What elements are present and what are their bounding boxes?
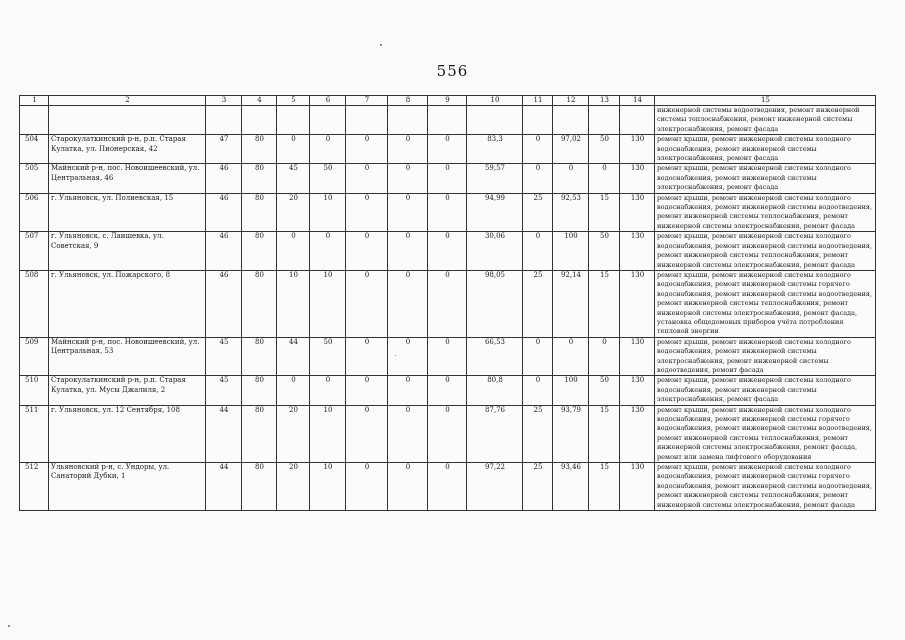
value-cell-c6: 50 — [310, 164, 346, 193]
value-cell-c8: 0 — [388, 376, 428, 405]
works-cell: инженерной системы водоотведения, ремонт инженерной системы теплоснабжения, ремонт инженерной системы электроснабжения, ремонт фасада — [655, 106, 876, 135]
value-cell-c4: 80 — [242, 232, 277, 271]
value-cell-c8: 0 — [388, 405, 428, 462]
value-cell-c4: 80 — [242, 376, 277, 405]
value-cell-c10: 66,53 — [467, 337, 523, 376]
value-cell-c5: 0 — [277, 135, 310, 164]
table-row — [20, 405, 876, 462]
value-cell-c6: 10 — [310, 193, 346, 232]
works-cell: ремонт крыши, ремонт инженерной системы холодного водоснабжения, ремонт инженерной системы водоотведения, ремонт инженерной системы теплоснабжения, ремонт инженерной системы электроснабжения, ремонт фасада — [655, 232, 876, 271]
value-cell-c8: 0 — [388, 232, 428, 271]
table-row — [20, 193, 876, 232]
value-cell-c12: 93,79 — [553, 405, 589, 462]
value-cell-c13 — [589, 106, 620, 135]
table-row — [20, 135, 876, 164]
value-cell-c7 — [346, 106, 388, 135]
scan-speck — [395, 355, 396, 356]
value-cell-c11: 25 — [523, 193, 553, 232]
value-cell-c6: 0 — [310, 135, 346, 164]
value-cell-c6: 10 — [310, 405, 346, 462]
value-cell-c9: 0 — [428, 135, 467, 164]
value-cell-c13: 15 — [589, 270, 620, 337]
value-cell-c13: 50 — [589, 376, 620, 405]
value-cell-c9: 0 — [428, 164, 467, 193]
value-cell-c5: 20 — [277, 463, 310, 511]
table-row — [20, 106, 876, 135]
value-cell-c11: 0 — [523, 232, 553, 271]
value-cell-c4: 80 — [242, 164, 277, 193]
value-cell-c5: 10 — [277, 270, 310, 337]
value-cell-c10 — [467, 106, 523, 135]
works-cell: ремонт крыши, ремонт инженерной системы холодного водоснабжения, ремонт инженерной системы горячего водоснабжения, ремонт инженерной системы водоотведения, ремонт инженерной системы теплоснабжения, ремонт инженерной системы электроснабжения, ремонт фасада — [655, 463, 876, 511]
value-cell-c6: 50 — [310, 337, 346, 376]
value-cell-c3: 46 — [206, 232, 242, 271]
value-cell-c10: 97,22 — [467, 463, 523, 511]
value-cell-c12: 93,46 — [553, 463, 589, 511]
value-cell-c4: 80 — [242, 405, 277, 462]
value-cell-c14: 130 — [620, 135, 655, 164]
column-number: 11 — [523, 96, 553, 106]
value-cell-c11 — [523, 106, 553, 135]
value-cell-c4: 80 — [242, 270, 277, 337]
value-cell-c9: 0 — [428, 270, 467, 337]
value-cell-c6 — [310, 106, 346, 135]
row-id-cell: 511 — [20, 405, 49, 462]
value-cell-c12: 0 — [553, 337, 589, 376]
value-cell-c12: 92,53 — [553, 193, 589, 232]
address-cell: Майнский р-н, пос. Новоишеевский, ул. Центральная, 46 — [49, 164, 206, 193]
value-cell-c14: 130 — [620, 376, 655, 405]
column-number: 5 — [277, 96, 310, 106]
table-row — [20, 337, 876, 376]
works-cell: ремонт крыши, ремонт инженерной системы холодного водоснабжения, ремонт инженерной системы электроснабжения, ремонт фасада — [655, 135, 876, 164]
address-cell: г. Ульяновск, ул. Пожарского, 8 — [49, 270, 206, 337]
column-number: 3 — [206, 96, 242, 106]
value-cell-c7: 0 — [346, 405, 388, 462]
value-cell-c14: 130 — [620, 164, 655, 193]
value-cell-c8: 0 — [388, 135, 428, 164]
value-cell-c12: 0 — [553, 164, 589, 193]
value-cell-c9 — [428, 106, 467, 135]
address-cell: Старокулаткинский р-н, р.п. Старая Кулатка, ул. Мусы Джалиля, 2 — [49, 376, 206, 405]
value-cell-c4: 80 — [242, 463, 277, 511]
value-cell-c12: 92,14 — [553, 270, 589, 337]
table-row — [20, 376, 876, 405]
value-cell-c9: 0 — [428, 376, 467, 405]
value-cell-c13: 15 — [589, 405, 620, 462]
column-number-row — [20, 96, 876, 106]
page-number: 556 — [436, 62, 469, 80]
value-cell-c12: 100 — [553, 376, 589, 405]
value-cell-c7: 0 — [346, 135, 388, 164]
value-cell-c9: 0 — [428, 463, 467, 511]
value-cell-c6: 0 — [310, 232, 346, 271]
value-cell-c5: 44 — [277, 337, 310, 376]
address-cell — [49, 106, 206, 135]
works-cell: ремонт крыши, ремонт инженерной системы холодного водоснабжения, ремонт инженерной системы горячего водоснабжения, ремонт инженерной системы водоотведения, ремонт инженерной системы теплоснабжения, ремонт инженерной системы электроснабжения, ремонт фасада, ремонт или замена лифтового оборудования — [655, 405, 876, 462]
value-cell-c12: 97,02 — [553, 135, 589, 164]
value-cell-c3: 45 — [206, 337, 242, 376]
value-cell-c13: 0 — [589, 164, 620, 193]
row-id-cell: 504 — [20, 135, 49, 164]
value-cell-c14: 130 — [620, 232, 655, 271]
column-number: 6 — [310, 96, 346, 106]
value-cell-c14 — [620, 106, 655, 135]
row-id-cell: 509 — [20, 337, 49, 376]
value-cell-c4: 80 — [242, 135, 277, 164]
value-cell-c3: 44 — [206, 405, 242, 462]
value-cell-c14: 130 — [620, 405, 655, 462]
value-cell-c8: 0 — [388, 164, 428, 193]
works-cell: ремонт крыши, ремонт инженерной системы холодного водоснабжения, ремонт инженерной системы водоотведения, ремонт инженерной системы теплоснабжения, ремонт инженерной системы электроснабжения, ремонт фасада — [655, 193, 876, 232]
address-cell: г. Ульяновск, ул. 12 Сентября, 108 — [49, 405, 206, 462]
value-cell-c6: 10 — [310, 270, 346, 337]
table-row — [20, 164, 876, 193]
address-cell: г. Ульяновск, ул. Полиевская, 15 — [49, 193, 206, 232]
row-id-cell: 507 — [20, 232, 49, 271]
value-cell-c8: 0 — [388, 337, 428, 376]
repair-table-container — [19, 95, 876, 511]
row-id-cell — [20, 106, 49, 135]
value-cell-c7: 0 — [346, 232, 388, 271]
value-cell-c12: 100 — [553, 232, 589, 271]
value-cell-c11: 25 — [523, 405, 553, 462]
value-cell-c3: 47 — [206, 135, 242, 164]
repair-table — [19, 95, 876, 511]
row-id-cell: 512 — [20, 463, 49, 511]
value-cell-c13: 50 — [589, 232, 620, 271]
value-cell-c14: 130 — [620, 337, 655, 376]
value-cell-c3: 46 — [206, 164, 242, 193]
address-cell: Майнский р-н, пос. Новоишеевский, ул. Центральная, 53 — [49, 337, 206, 376]
value-cell-c3: 46 — [206, 193, 242, 232]
value-cell-c14: 130 — [620, 270, 655, 337]
address-cell: Старокулаткинский р-н, р.п. Старая Кулатка, ул. Пионерская, 42 — [49, 135, 206, 164]
value-cell-c7: 0 — [346, 463, 388, 511]
value-cell-c6: 10 — [310, 463, 346, 511]
table-row — [20, 232, 876, 271]
value-cell-c11: 25 — [523, 463, 553, 511]
row-id-cell: 508 — [20, 270, 49, 337]
works-cell: ремонт крыши, ремонт инженерной системы холодного водоснабжения, ремонт инженерной системы электроснабжения, ремонт инженерной системы водоотведения, ремонт фасада — [655, 337, 876, 376]
value-cell-c11: 0 — [523, 337, 553, 376]
column-number: 4 — [242, 96, 277, 106]
table-row — [20, 463, 876, 511]
value-cell-c9: 0 — [428, 337, 467, 376]
value-cell-c13: 15 — [589, 463, 620, 511]
value-cell-c5: 0 — [277, 232, 310, 271]
value-cell-c3: 46 — [206, 270, 242, 337]
scan-speck — [380, 44, 382, 46]
value-cell-c10: 59,57 — [467, 164, 523, 193]
value-cell-c7: 0 — [346, 164, 388, 193]
value-cell-c9: 0 — [428, 232, 467, 271]
value-cell-c7: 0 — [346, 193, 388, 232]
value-cell-c10: 80,8 — [467, 376, 523, 405]
value-cell-c7: 0 — [346, 376, 388, 405]
address-cell: Ульяновский р-н, с. Ундоры, ул. Санаторий Дубки, 1 — [49, 463, 206, 511]
value-cell-c8: 0 — [388, 270, 428, 337]
value-cell-c13: 15 — [589, 193, 620, 232]
value-cell-c10: 30,06 — [467, 232, 523, 271]
value-cell-c8 — [388, 106, 428, 135]
value-cell-c10: 98,05 — [467, 270, 523, 337]
value-cell-c11: 0 — [523, 376, 553, 405]
row-id-cell: 506 — [20, 193, 49, 232]
column-number: 9 — [428, 96, 467, 106]
value-cell-c4 — [242, 106, 277, 135]
works-cell: ремонт крыши, ремонт инженерной системы холодного водоснабжения, ремонт инженерной системы электроснабжения, ремонт фасада — [655, 164, 876, 193]
column-number: 10 — [467, 96, 523, 106]
value-cell-c13: 50 — [589, 135, 620, 164]
value-cell-c5 — [277, 106, 310, 135]
value-cell-c9: 0 — [428, 193, 467, 232]
row-id-cell: 510 — [20, 376, 49, 405]
value-cell-c7: 0 — [346, 337, 388, 376]
column-number: 8 — [388, 96, 428, 106]
value-cell-c10: 83,3 — [467, 135, 523, 164]
table-row — [20, 270, 876, 337]
value-cell-c3 — [206, 106, 242, 135]
value-cell-c14: 130 — [620, 463, 655, 511]
value-cell-c10: 87,76 — [467, 405, 523, 462]
value-cell-c4: 80 — [242, 193, 277, 232]
column-number: 15 — [655, 96, 876, 106]
value-cell-c6: 0 — [310, 376, 346, 405]
column-number: 1 — [20, 96, 49, 106]
value-cell-c9: 0 — [428, 405, 467, 462]
value-cell-c11: 0 — [523, 164, 553, 193]
value-cell-c3: 45 — [206, 376, 242, 405]
column-number: 2 — [49, 96, 206, 106]
value-cell-c13: 0 — [589, 337, 620, 376]
value-cell-c3: 44 — [206, 463, 242, 511]
value-cell-c5: 45 — [277, 164, 310, 193]
value-cell-c5: 20 — [277, 193, 310, 232]
value-cell-c5: 20 — [277, 405, 310, 462]
address-cell: г. Ульяновск, с. Лаишевка, ул. Советская, 9 — [49, 232, 206, 271]
row-id-cell: 505 — [20, 164, 49, 193]
value-cell-c5: 0 — [277, 376, 310, 405]
works-cell: ремонт крыши, ремонт инженерной системы холодного водоснабжения, ремонт инженерной системы горячего водоснабжения, ремонт инженерной системы водоотведения, ремонт инженерной системы теплоснабжения, ремонт инженерной системы электроснабжения, ремонт фасада, установка общедомовых приборов учёта потребления тепловой энергии — [655, 270, 876, 337]
scan-speck — [8, 625, 10, 627]
column-number: 12 — [553, 96, 589, 106]
value-cell-c4: 80 — [242, 337, 277, 376]
value-cell-c14: 130 — [620, 193, 655, 232]
value-cell-c7: 0 — [346, 270, 388, 337]
value-cell-c12 — [553, 106, 589, 135]
value-cell-c11: 0 — [523, 135, 553, 164]
value-cell-c8: 0 — [388, 193, 428, 232]
table-body — [20, 96, 876, 511]
value-cell-c11: 25 — [523, 270, 553, 337]
value-cell-c8: 0 — [388, 463, 428, 511]
column-number: 14 — [620, 96, 655, 106]
column-number: 13 — [589, 96, 620, 106]
works-cell: ремонт крыши, ремонт инженерной системы холодного водоснабжения, ремонт инженерной системы электроснабжения, ремонт фасада — [655, 376, 876, 405]
value-cell-c10: 94,99 — [467, 193, 523, 232]
column-number: 7 — [346, 96, 388, 106]
